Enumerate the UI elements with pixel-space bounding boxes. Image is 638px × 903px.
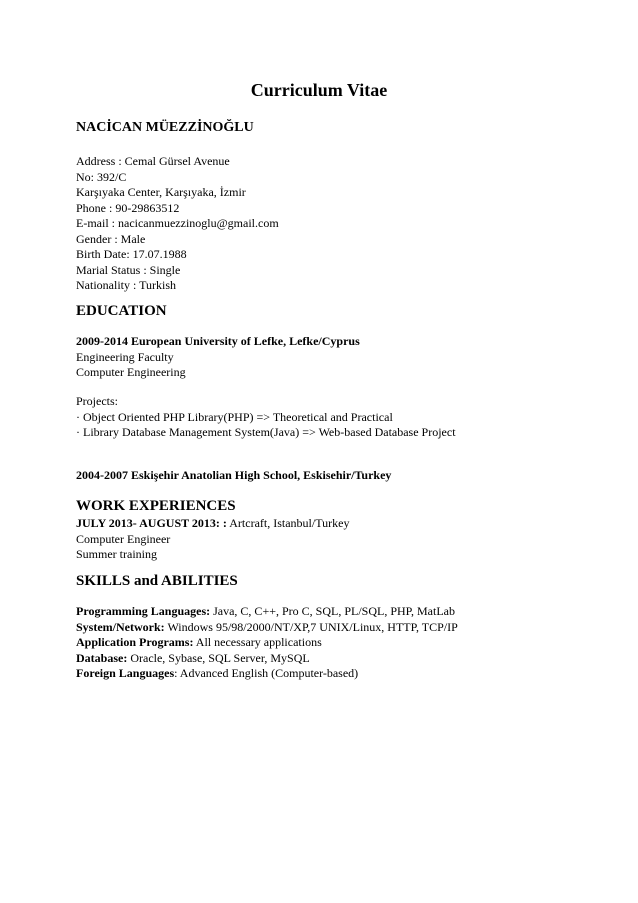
address-line: Address : Cemal Gürsel Avenue: [76, 154, 230, 168]
work-role: Computer Engineer: [76, 531, 171, 546]
address-city-line: Karşıyaka Center, Karşıyaka, İzmir: [76, 185, 246, 199]
project-item: · Object Oriented PHP Library(PHP) => Theoretical and Practical: [76, 409, 393, 424]
education-heading: EDUCATION: [76, 303, 167, 319]
skill-label: System/Network:: [76, 619, 165, 634]
education-high-school: [76, 468, 616, 484]
work-entry: [76, 516, 616, 563]
skill-value: : Advanced English (Computer-based): [174, 666, 359, 680]
work-heading: WORK EXPERIENCES: [76, 498, 236, 514]
education-university: [76, 334, 616, 381]
skills-list: [76, 604, 616, 682]
birth-date-line: Birth Date: 17.07.1988: [76, 247, 187, 261]
skill-value: Java, C, C++, Pro C, SQL, PL/SQL, PHP, MatLab: [210, 604, 455, 618]
skill-label: Programming Languages:: [76, 604, 211, 618]
skill-row: [76, 604, 616, 620]
skill-row: [76, 651, 616, 667]
work-period: JULY 2013- AUGUST 2013: :: [76, 516, 227, 530]
high-school-line: 2004-2007 Eskişehir Anatolian High School, Eskisehir/Turkey: [76, 468, 392, 482]
skill-row: [76, 666, 616, 682]
work-type: Summer training: [76, 547, 157, 561]
skill-row: [76, 635, 616, 651]
skill-value: Windows 95/98/2000/NT/XP,7 UNIX/Linux, HTTP, TCP/IP: [164, 619, 458, 634]
phone-line: Phone : 90-29863512: [76, 200, 180, 215]
work-period-line: [76, 516, 616, 532]
university-line: 2009-2014 European University of Lefke, Lefke/Cyprus: [76, 334, 360, 348]
projects-label: Projects:: [76, 394, 118, 408]
document-title: Curriculum Vitae: [250, 80, 388, 100]
marital-status-line: Marial Status : Single: [76, 262, 181, 277]
skill-value: Oracle, Sybase, SQL Server, MySQL: [127, 650, 310, 665]
project-item: · Library Database Management System(Java) => Web-based Database Project: [76, 425, 456, 439]
skill-value: All necessary applications: [193, 635, 322, 649]
department-line: Computer Engineering: [76, 365, 186, 379]
faculty-line: Engineering Faculty: [76, 349, 174, 364]
personal-info: [76, 154, 616, 294]
skill-label: Application Programs:: [76, 635, 194, 649]
candidate-name: NACİCAN MÜEZZİNOĞLU: [76, 120, 254, 135]
address-number-line: No: 392/C: [76, 169, 127, 184]
gender-line: Gender : Male: [76, 231, 146, 246]
education-projects: [76, 394, 616, 441]
work-company: Artcraft, Istanbul/Turkey: [226, 516, 350, 530]
skill-row: [76, 620, 616, 636]
skill-label: Database:: [76, 650, 128, 665]
skills-heading: SKILLS and ABILITIES: [76, 573, 238, 589]
nationality-line: Nationality : Turkish: [76, 278, 177, 292]
skill-label: Foreign Languages: [76, 666, 175, 680]
email-line: E-mail : nacicanmuezzinoglu@gmail.com: [76, 216, 279, 230]
